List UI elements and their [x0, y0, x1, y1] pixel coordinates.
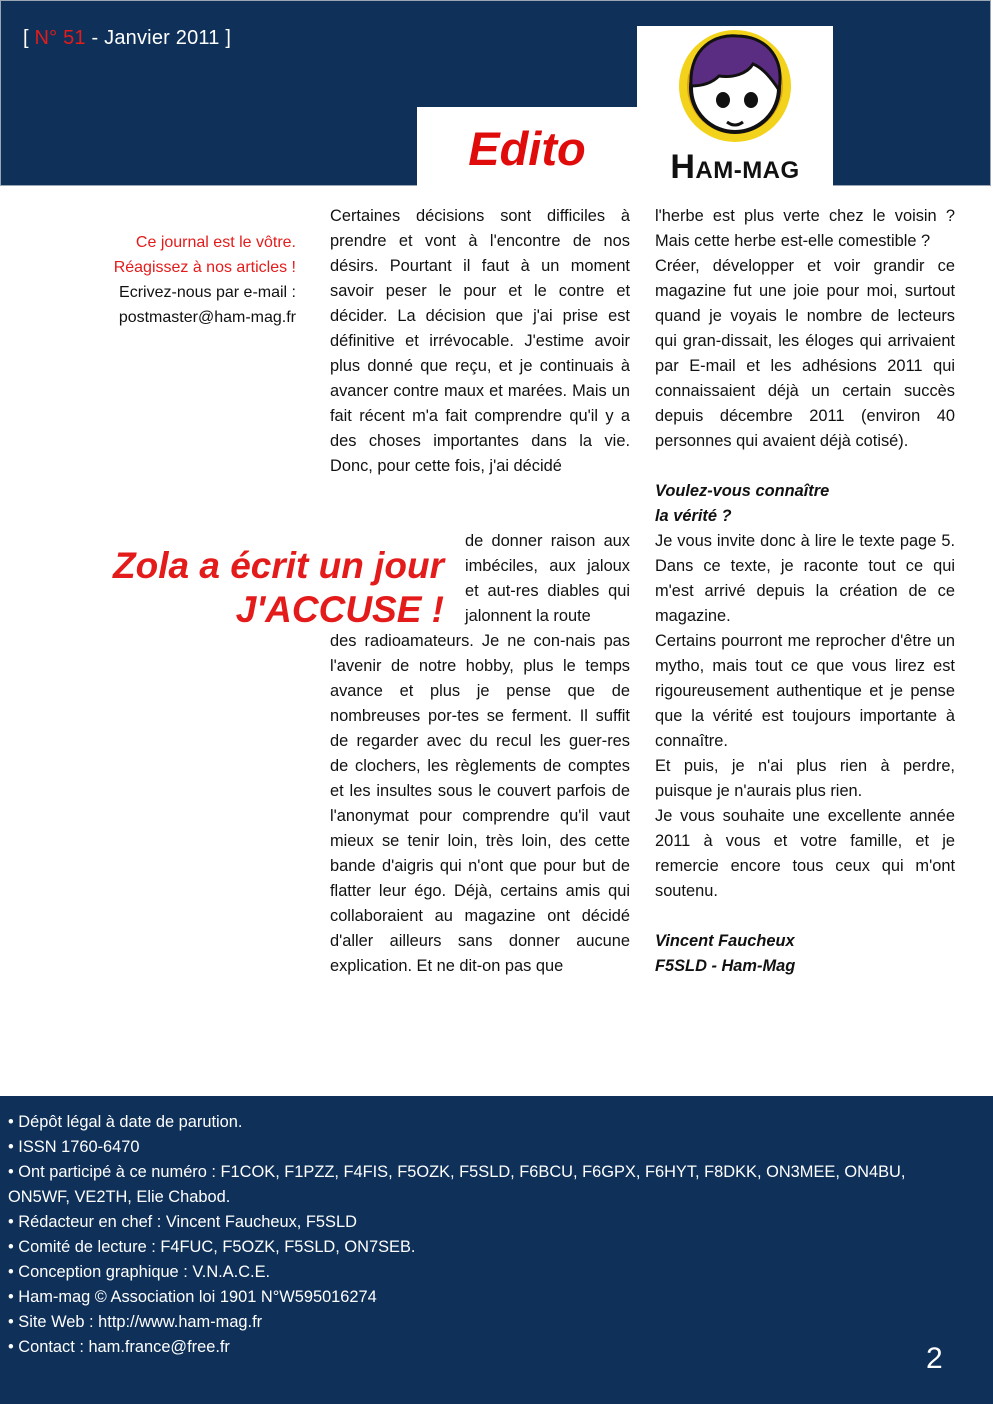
signature-name: Vincent Faucheux — [655, 932, 795, 950]
article-subheading: Voulez-vous connaître — [655, 482, 830, 500]
contact-email: postmaster@ham-mag.fr — [118, 309, 296, 326]
credit-line: • Site Web : http://www.ham-mag.fr — [8, 1313, 263, 1331]
spacer — [655, 904, 955, 929]
article-paragraph: des radioamateurs. Je ne con-nais pas l'avenir de notre hobby, plus le temps avance et plus je pense que de nombreuses por-tes se ferment. Il suffit de regarder avec du recul les guer-res de clochers, les règlements de comptes et les insultes sous le couvert parfois de l'anonymat pour comprendre qu'il vaut mieux se tenir loin, très loin, des cette bande d'aigris qui n'ont que pour but de flatter leur égo. Déjà, certains amis qui collaboraient au magazine ont décidé d'aller ailleurs sans donner aucune explication. Et ne dit-on pas que — [330, 632, 630, 975]
issue-bracket-open: [ — [23, 27, 35, 49]
article-paragraph: Et puis, je n'ai plus rien à perdre, puisque je n'aurais plus rien. — [655, 757, 955, 800]
credits-footer — [0, 1096, 993, 1404]
reader-note-line: Ce journal est le vôtre. — [135, 234, 296, 251]
credit-line: • Comité de lecture : F4FUC, F5OZK, F5SLD, ON7SEB. — [8, 1238, 416, 1256]
logo-rest: AM-MAG — [695, 157, 800, 184]
credits-list — [8, 1110, 968, 1360]
page-number: 2 — [926, 1342, 943, 1375]
pull-quote-line: J'ACCUSE ! — [235, 589, 444, 630]
article-paragraph: Certains pourront me reprocher d'être un mytho, mais tout ce que vous lirez est rigoureusement authentique et je pense que la vérité est toujours importante à connaître. — [655, 632, 955, 750]
logo-wordmark — [637, 148, 833, 187]
credit-line: • Rédacteur en chef : Vincent Faucheux, F5SLD — [8, 1213, 357, 1231]
article-paragraph: de donner raison aux imbéciles, aux jaloux et aut-res diables qui jalonnent la route — [465, 532, 630, 625]
article-paragraph: Je vous invite donc à lire le texte page 5. Dans ce texte, je raconte tout ce qui m'est arrivé depuis la création de ce magazine. — [655, 532, 955, 625]
article-column-2 — [655, 204, 955, 979]
credit-line: • Ont participé à ce numéro : F1COK, F1PZZ, F4FIS, F5OZK, F5SLD, F6BCU, F6GPX, F6HYT, F8DKK, ON3MEE, ON4BU, ON5WF, VE2TH, Elie Chabod. — [8, 1163, 906, 1206]
reader-note-line: Ecrivez-nous par e-mail : — [119, 284, 296, 301]
spacer — [655, 454, 955, 479]
mascot-face-icon — [667, 28, 803, 146]
credit-line: • ISSN 1760-6470 — [8, 1138, 140, 1156]
article-paragraph: Créer, développer et voir grandir ce magazine fut une joie pour moi, surtout quand je voyais le nombre de lecteurs qui gran-dissait, les éloges qui arrivaient par E-mail et les adhésions 2011 qui connaissaient déjà un certain succès depuis décembre 2011 (environ 40 personnes qui avaient déjà cotisé). — [655, 257, 955, 450]
reader-note-line: Réagissez à nos articles ! — [113, 259, 296, 276]
section-title: Edito — [468, 122, 586, 175]
issue-label — [23, 27, 231, 50]
article-paragraph: Certaines décisions sont difficiles à prendre et vont à l'encontre de nos désirs. Pourtant il faut à un moment savoir peser le pour et le contre et décider. La décision que j'ai prise est définitive et irrévocable. J'estime avoir plus donné que reçu, et je continuais à avancer contre maux et marées. Mais un fait récent m'a fait comprendre qu'il y a des choses importantes dans la vie. Donc, pour cette fois, j'ai décidé — [330, 207, 630, 475]
signature-callsign: F5SLD - Ham-Mag — [655, 957, 796, 975]
article-column-1-top — [330, 204, 630, 479]
article-subheading: la vérité ? — [655, 507, 732, 525]
reader-note — [20, 230, 296, 330]
credit-line: • Dépôt légal à date de parution. — [8, 1113, 243, 1131]
credit-line: • Ham-mag © Association loi 1901 N°W595016274 — [8, 1288, 377, 1306]
article-paragraph: l'herbe est plus verte chez le voisin ? Mais cette herbe est-elle comestible ? — [655, 207, 955, 250]
section-title-box — [417, 107, 637, 187]
credit-line: • Conception graphique : V.N.A.C.E. — [8, 1263, 271, 1281]
credit-line: • Contact : ham.france@free.fr — [8, 1338, 230, 1356]
pull-quote — [20, 544, 444, 632]
ham-mag-logo — [637, 26, 833, 188]
article-paragraph: Je vous souhaite une excellente année 2011 à vous et votre famille, et je remercie encore tous ceux qui m'ont soutenu. — [655, 807, 955, 900]
article-column-1-bottom — [330, 629, 630, 979]
pull-quote-line: Zola a écrit un jour — [113, 545, 444, 586]
logo-initial: H — [670, 148, 696, 186]
article-column-1-wrap — [465, 529, 630, 629]
issue-number: N° 51 — [34, 27, 86, 49]
issue-date: - Janvier 2011 ] — [85, 27, 232, 49]
